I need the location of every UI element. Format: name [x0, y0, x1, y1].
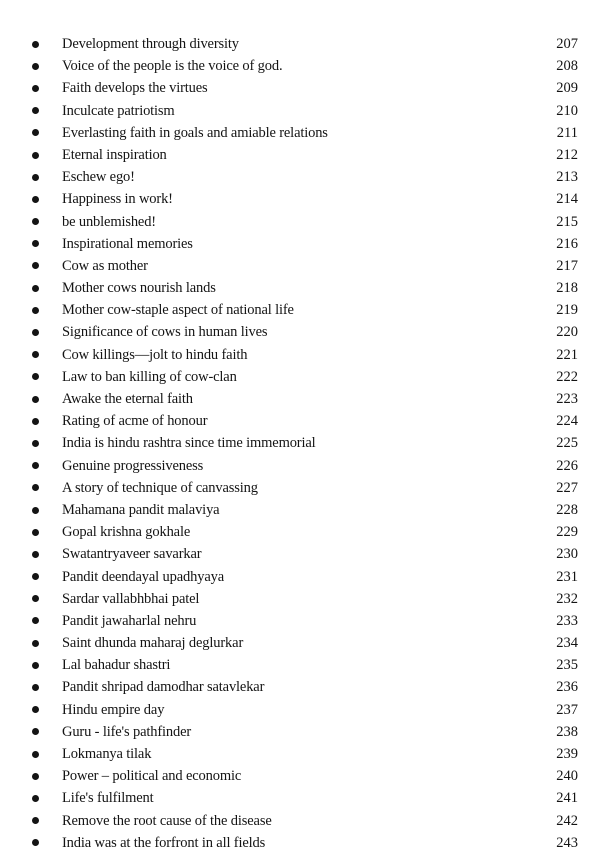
bullet-icon: [32, 85, 39, 92]
entry-page-number: 217: [556, 257, 578, 274]
entry-page-number: 208: [556, 58, 578, 75]
entry-title: Cow killings—jolt to hindu faith: [62, 346, 248, 363]
toc-entry: [0, 699, 600, 721]
entry-page-number: 232: [556, 590, 578, 607]
entry-title: Saint dhunda maharaj deglurkar: [62, 635, 244, 652]
entry-page-number: 230: [556, 546, 578, 563]
bullet-icon: [32, 728, 39, 735]
toc-entry: [0, 77, 600, 99]
entry-page-number: 229: [556, 524, 578, 541]
bullet-icon: [32, 529, 39, 536]
entry-page-number: 218: [556, 280, 578, 297]
entry-page-number: 227: [556, 479, 578, 496]
entry-page-number: 224: [556, 413, 578, 430]
entry-page-number: 223: [556, 391, 578, 407]
toc-entry: [0, 499, 600, 521]
entry-title: Inspirational memories: [62, 235, 193, 252]
entry-title: Development through diversity: [62, 36, 239, 52]
toc-entry: [0, 521, 600, 543]
toc-entry: [0, 211, 600, 233]
entry-title: Mother cow-staple aspect of national life: [62, 302, 294, 319]
entry-title: Lal bahadur shastri: [62, 657, 171, 674]
bullet-icon: [32, 196, 39, 203]
entry-title: Mahamana pandit malaviya: [62, 501, 220, 518]
toc-entry: [0, 188, 600, 210]
entry-title: Awake the eternal faith: [62, 391, 193, 407]
entry-page-number: 220: [556, 324, 578, 341]
entry-title: Everlasting faith in goals and amiable relations: [62, 124, 328, 141]
bullet-icon: [32, 551, 39, 558]
entry-title: Life's fulfilment: [62, 790, 154, 807]
entry-title: Faith develops the virtues: [62, 80, 208, 97]
bullet-icon: [32, 351, 39, 358]
toc-entry: [0, 255, 600, 277]
entry-title: Cow as mother: [62, 257, 148, 274]
entry-page-number: 236: [556, 679, 578, 696]
bullet-icon: [32, 507, 39, 514]
entry-title: Pandit shripad damodhar satavlekar: [62, 679, 265, 696]
toc-entry: [0, 321, 600, 343]
table-of-contents: [0, 33, 600, 854]
toc-entry: [0, 632, 600, 654]
entry-page-number: 210: [556, 102, 578, 119]
entry-title: Remove the root cause of the disease: [62, 812, 272, 829]
entry-title: Significance of cows in human lives: [62, 324, 268, 341]
bullet-icon: [32, 640, 39, 647]
bullet-icon: [32, 839, 39, 846]
entry-page-number: 228: [556, 501, 578, 518]
entry-page-number: 221: [556, 346, 578, 363]
bullet-icon: [32, 795, 39, 802]
entry-title: Eternal inspiration: [62, 146, 167, 163]
toc-entry: [0, 122, 600, 144]
entry-title: A story of technique of canvassing: [62, 479, 258, 496]
bullet-icon: [32, 617, 39, 624]
entry-page-number: 222: [556, 368, 578, 385]
toc-entry: [0, 388, 600, 410]
toc-entry: [0, 33, 600, 55]
entry-page-number: 237: [556, 701, 578, 718]
entry-title: Happiness in work!: [62, 191, 173, 208]
bullet-icon: [32, 662, 39, 669]
entry-title: Gopal krishna gokhale: [62, 524, 191, 541]
entry-page-number: 242: [556, 812, 578, 829]
toc-entry: [0, 55, 600, 77]
entry-title: Power – political and economic: [62, 768, 242, 785]
bullet-icon: [32, 440, 39, 447]
entry-title: Hindu empire day: [62, 701, 165, 718]
entry-page-number: 215: [556, 213, 578, 230]
toc-entry: [0, 166, 600, 188]
entry-page-number: 235: [556, 657, 578, 674]
toc-entry: [0, 344, 600, 366]
toc-entry: [0, 810, 600, 832]
toc-entry: [0, 743, 600, 765]
bullet-icon: [32, 484, 39, 491]
bullet-icon: [32, 63, 39, 70]
bullet-icon: [32, 285, 39, 292]
entry-page-number: 231: [556, 568, 578, 585]
entry-title: Eschew ego!: [62, 169, 135, 186]
toc-entry: [0, 477, 600, 499]
entry-page-number: 234: [556, 635, 578, 652]
toc-entry: [0, 233, 600, 255]
toc-entry: [0, 832, 600, 854]
bullet-icon: [32, 751, 39, 758]
entry-title: Pandit jawaharlal nehru: [62, 612, 197, 629]
toc-entry: [0, 787, 600, 809]
entry-title: Mother cows nourish lands: [62, 280, 216, 297]
bullet-icon: [32, 152, 39, 159]
entry-title: Guru - life's pathfinder: [62, 723, 192, 740]
toc-entry: [0, 366, 600, 388]
entry-title: Genuine progressiveness: [62, 457, 204, 474]
entry-title: be unblemished!: [62, 213, 156, 230]
toc-entry: [0, 676, 600, 698]
toc-entry: [0, 277, 600, 299]
bullet-icon: [32, 706, 39, 713]
entry-title: Inculcate patriotism: [62, 102, 175, 119]
toc-entry: [0, 610, 600, 632]
entry-title: India was at the forfront in all fields: [62, 834, 266, 851]
entry-title: Lokmanya tilak: [62, 746, 152, 762]
entry-title: Rating of acme of honour: [62, 413, 208, 430]
entry-page-number: 233: [556, 612, 578, 629]
bullet-icon: [32, 373, 39, 380]
entry-page-number: 225: [556, 435, 578, 452]
entry-page-number: 226: [556, 457, 578, 474]
bullet-icon: [32, 396, 39, 403]
bullet-icon: [32, 240, 39, 247]
entry-title: Pandit deendayal upadhyaya: [62, 568, 224, 585]
entry-page-number: 207: [556, 36, 578, 52]
entry-title: Law to ban killing of cow-clan: [62, 368, 237, 385]
bullet-icon: [32, 329, 39, 336]
entry-page-number: 213: [556, 169, 578, 186]
entry-page-number: 209: [556, 80, 578, 97]
toc-entry: [0, 543, 600, 565]
entry-title: Swatantryaveer savarkar: [62, 546, 202, 563]
toc-entry: [0, 765, 600, 787]
bullet-icon: [32, 41, 39, 48]
entry-page-number: 214: [556, 191, 578, 208]
entry-page-number: 219: [556, 302, 578, 319]
toc-entry: [0, 455, 600, 477]
toc-entry: [0, 588, 600, 610]
entry-title: India is hindu rashtra since time immemorial: [62, 435, 316, 452]
entry-page-number: 212: [556, 146, 578, 163]
bullet-icon: [32, 573, 39, 580]
bullet-icon: [32, 595, 39, 602]
entry-page-number: 216: [556, 235, 578, 252]
bullet-icon: [32, 262, 39, 269]
entry-page-number: 240: [556, 768, 578, 785]
bullet-icon: [32, 307, 39, 314]
entry-title: Sardar vallabhbhai patel: [62, 590, 200, 607]
bullet-icon: [32, 462, 39, 469]
bullet-icon: [32, 129, 39, 136]
bullet-icon: [32, 773, 39, 780]
entry-page-number: 243: [556, 834, 578, 851]
toc-entry: [0, 410, 600, 432]
bullet-icon: [32, 684, 39, 691]
bullet-icon: [32, 174, 39, 181]
bullet-icon: [32, 107, 39, 114]
toc-entry: [0, 654, 600, 676]
entry-page-number: 241: [556, 790, 578, 807]
bullet-icon: [32, 218, 39, 225]
bullet-icon: [32, 817, 39, 824]
entry-page-number: 238: [556, 723, 578, 740]
entry-page-number: 239: [556, 746, 578, 762]
toc-entry: [0, 144, 600, 166]
entry-title: Voice of the people is the voice of god.: [62, 58, 283, 75]
bullet-icon: [32, 418, 39, 425]
toc-entry: [0, 721, 600, 743]
toc-entry: [0, 299, 600, 321]
toc-entry: [0, 100, 600, 122]
toc-entry: [0, 432, 600, 454]
entry-page-number: 211: [556, 124, 578, 141]
toc-entry: [0, 566, 600, 588]
